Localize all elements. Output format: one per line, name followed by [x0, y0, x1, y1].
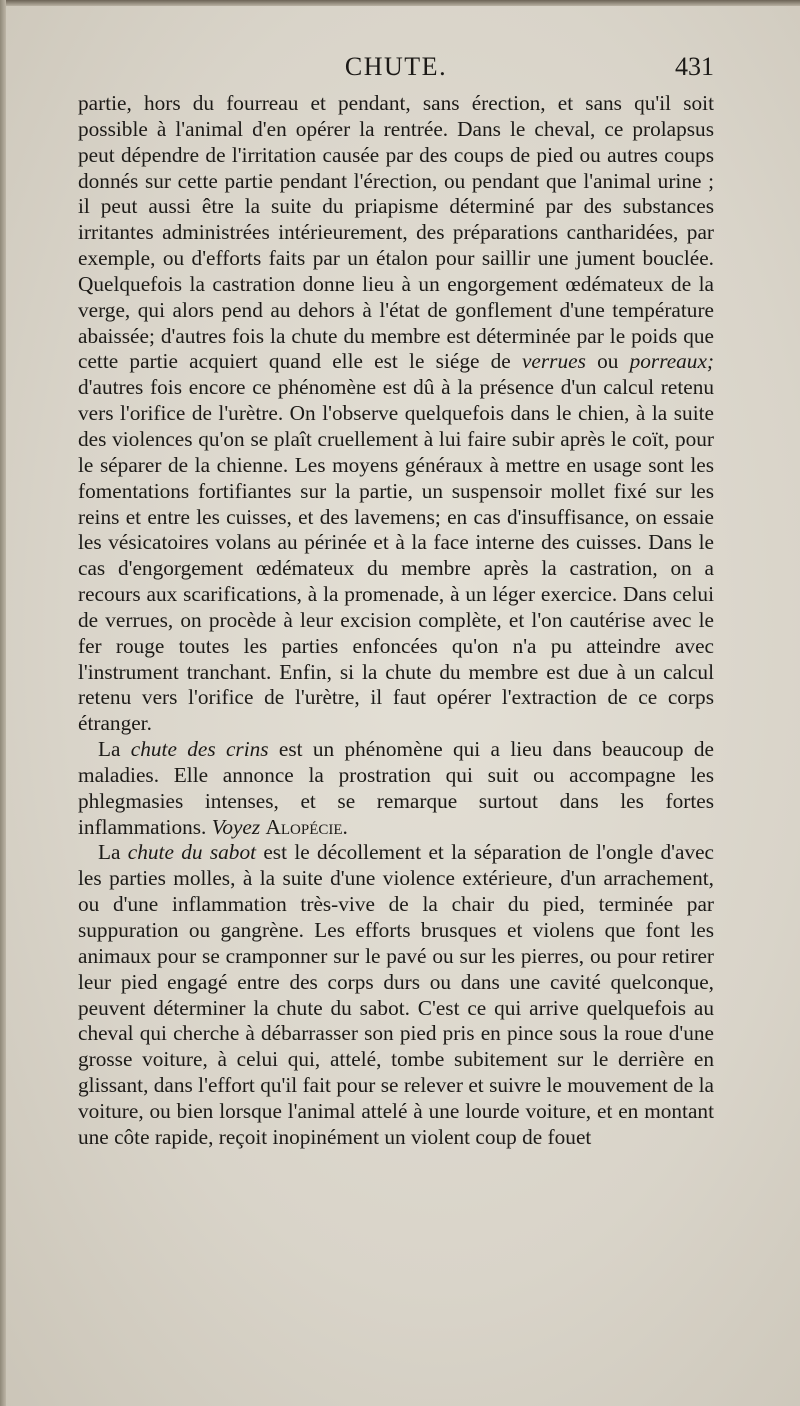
page-top-edge — [0, 0, 800, 6]
paragraph — [78, 737, 714, 840]
text-run: La — [98, 737, 131, 762]
text-run: d'autres fois encore ce phénomène est dû à la présence d'un calcul retenu vers l'orifice de l'urètre. On l'observe quelquefois dans le chien, à la suite des violences qu'on se plaît cruellement à lui faire subir après le coït, pour le séparer de la chienne. Les moyens généraux à mettre en usage sont les fomentations fortifiantes sur la partie, un suspensoir mollet fixé sur les reins et entre les cuisses, et des lavemens; en cas d'insuffisance, on essaie les vésicatoires volans au périnée et à la face interne des cuisses. Dans le cas d'engorgement œdémateux du membre après la castration, on a recours aux scarifications, à la promenade, à un léger exercice. Dans celui de verrues, on procède à leur excision complète, et l'on cautérise avec le fer rouge toutes les parties enfoncées qu'on n'a pu atteindre avec l'instrument tranchant. Enfin, si la chute du membre est due à un calcul retenu vers l'orifice de l'urètre, il faut opérer l'extraction de ce corps étranger. — [78, 375, 714, 736]
italic-term: chute du sabot — [127, 840, 257, 865]
text-run: partie, hors du fourreau et pendant, sans érection, et sans qu'il soit possible à l'animal d'en opérer la rentrée. Dans le cheval, ce prolapsus peut dépendre de l'irritation causée par des coups de pied ou autres coups donnés sur cette partie pendant l'érection, ou pendant que l'animal urine ; il peut aussi être la suite du priapisme déterminé par des substances irritantes administrées intérieurement, des préparations cantharidées, par exemple, ou d'efforts faits par un étalon pour saillir une jument bouclée. Quelquefois la castration donne lieu à un engorgement œdémateux de la verge, qui alors pend au dehors à l'état de gonflement d'une température abaissée; d'autres fois la chute du membre est déterminée par le poids que cette partie acquiert quand elle est le siége de — [78, 91, 714, 374]
text-run: ou — [585, 349, 630, 374]
text-run: est le décollement et la séparation de l'ongle d'avec les parties molles, à la suite d'une violence extérieure, d'un arrachement, ou d'une inflammation très-vive de la chair du pied, terminée par suppuration ou gangrène. Les efforts brusques et violens que font les animaux pour se cramponner sur le pavé ou sur les pierres, ou pour retirer leur pied engagé entre des corps durs ou dans une cavité quelconque, peuvent déterminer la chute du sabot. C'est ce qui arrive quelquefois au cheval qui cherche à débarrasser son pied pris en pince sous la roue d'une grosse voiture, à celui qui, attelé, tombe subitement sur le derrière en glissant, dans l'effort qu'il fait pour se relever et suivre le mouvement de la voiture, ou bien lorsque l'animal attelé à une lourde voiture, et en montant une côte rapide, reçoit inopinément un violent coup de fouet — [78, 840, 715, 1149]
page-number: 431 — [675, 52, 714, 81]
text-run: est un phénomène qui a lieu dans beaucoup de maladies. Elle annonce la prostration qui suit ou accompagne les phlegmasies intenses, et se remarque surtout dans les fortes inflammations. — [78, 737, 714, 839]
page-header — [78, 52, 714, 92]
italic-term: verrues — [521, 349, 586, 374]
paragraph — [78, 91, 714, 737]
body-text — [78, 91, 714, 1151]
running-title: CHUTE. — [344, 52, 448, 81]
italic-term: Voyez — [211, 814, 261, 839]
italic-term: chute des crins — [130, 737, 269, 762]
italic-term: porreaux; — [629, 349, 715, 374]
page-binding-edge — [0, 0, 6, 1406]
paragraph — [78, 840, 714, 1150]
text-run: La — [98, 840, 128, 865]
cross-reference: Alopécie. — [265, 814, 348, 839]
